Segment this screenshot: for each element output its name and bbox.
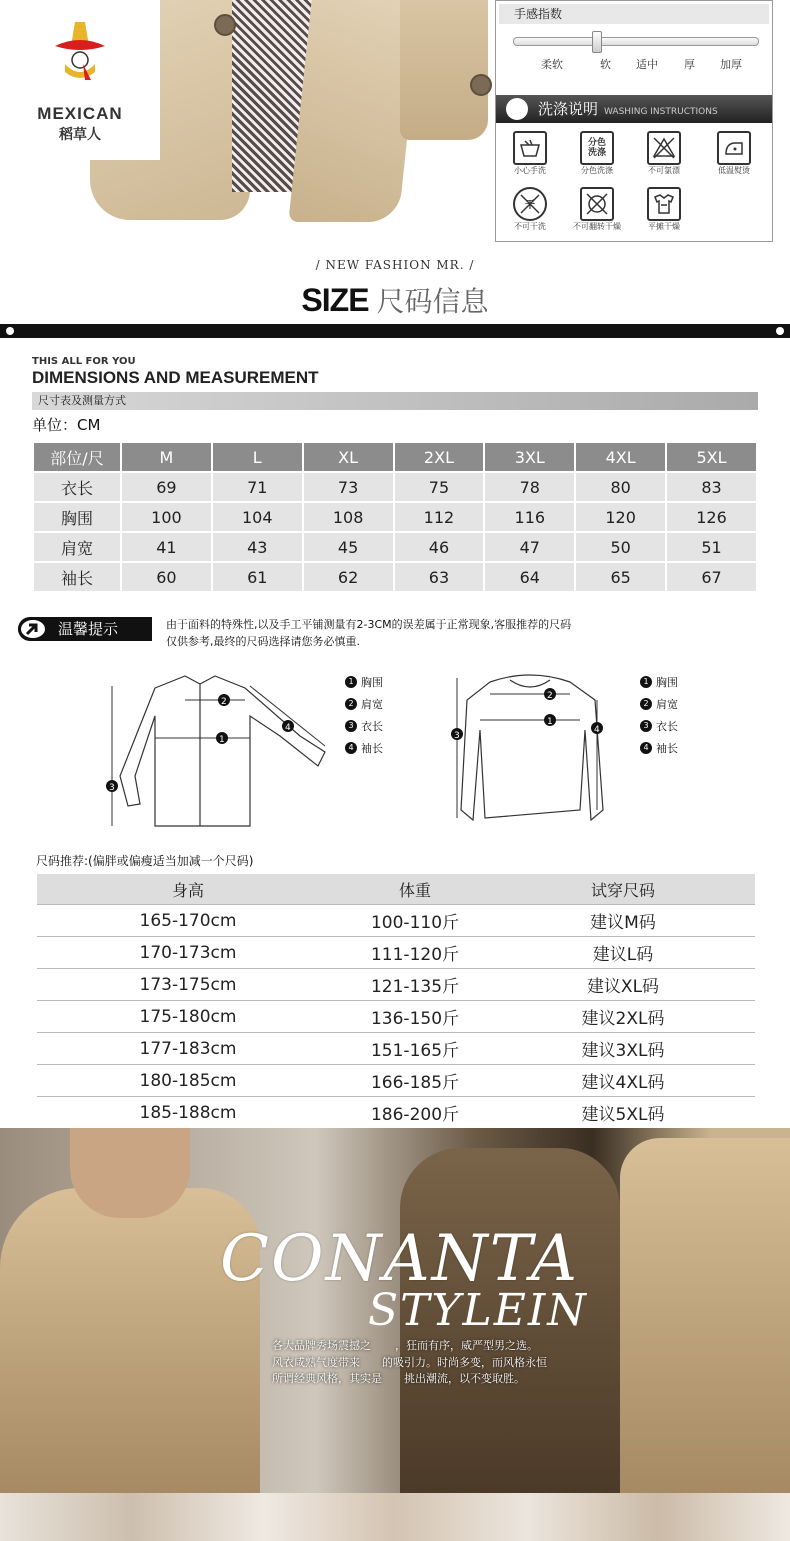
legend-num: 4 xyxy=(640,742,652,754)
low-iron-icon xyxy=(717,131,751,165)
table-cell: 50 xyxy=(576,533,665,561)
no-tumble-dry-icon xyxy=(580,187,614,221)
legend-item xyxy=(640,737,678,759)
table-cell: 120 xyxy=(576,503,665,531)
table-cell: 43 xyxy=(213,533,302,561)
header-cell: 5XL xyxy=(667,443,756,471)
table-cell: 45 xyxy=(304,533,393,561)
legend-num: 1 xyxy=(345,676,357,688)
table-cell: 100 xyxy=(122,503,211,531)
shirt-legend xyxy=(345,671,383,759)
brand-sub: 稻草人 xyxy=(59,127,101,143)
weight-cell: 111-120斤 xyxy=(339,937,491,969)
table-row xyxy=(37,1065,755,1097)
svg-text:3: 3 xyxy=(454,731,460,741)
feel-label: 加厚 xyxy=(720,58,742,71)
svg-text:2: 2 xyxy=(547,691,553,701)
wash-logo-icon xyxy=(506,98,528,120)
sweater-diagram xyxy=(445,670,615,830)
row-label: 胸围 xyxy=(34,503,120,531)
promo-line xyxy=(272,1354,602,1370)
feel-label: 适中 xyxy=(636,58,658,71)
size-cell: 建议2XL码 xyxy=(491,1001,755,1033)
legend-label: 袖长 xyxy=(656,742,678,755)
promo-line xyxy=(272,1337,602,1353)
svg-text:1: 1 xyxy=(219,735,225,745)
size-cell: 建议5XL码 xyxy=(491,1097,755,1129)
wash-title: 洗涤说明 xyxy=(538,100,599,118)
promo-text: 挑出潮流，以不变取胜。 xyxy=(404,1372,525,1385)
legend-label: 肩宽 xyxy=(361,698,383,711)
table-cell: 67 xyxy=(667,563,756,591)
header-cell: 3XL xyxy=(485,443,574,471)
sleeve-button xyxy=(470,74,492,96)
height-cell: 180-185cm xyxy=(37,1065,339,1097)
weight-cell: 121-135斤 xyxy=(339,969,491,1001)
legend-label: 胸围 xyxy=(361,676,383,689)
legend-label: 袖长 xyxy=(361,742,383,755)
table-cell: 71 xyxy=(213,473,302,501)
table-cell: 41 xyxy=(122,533,211,561)
promo-text: 的吸引力。时尚多变，而风格永恒 xyxy=(382,1356,547,1369)
feel-slider xyxy=(513,37,759,46)
legend-item xyxy=(345,671,383,693)
legend-label: 衣长 xyxy=(656,720,678,733)
table-cell: 69 xyxy=(122,473,211,501)
legend-item xyxy=(640,693,678,715)
recommend-table xyxy=(37,874,755,1129)
divider-bar xyxy=(0,324,790,338)
no-dry-clean-icon xyxy=(513,187,547,221)
sombrero-icon xyxy=(55,20,105,80)
row-label: 肩宽 xyxy=(34,533,120,561)
wash-item xyxy=(567,187,627,232)
table-cell: 63 xyxy=(395,563,484,591)
legend-label: 衣长 xyxy=(361,720,383,733)
table-row xyxy=(34,503,756,531)
legend-num: 1 xyxy=(640,676,652,688)
legend-num: 2 xyxy=(345,698,357,710)
arrow-icon xyxy=(18,617,48,641)
svg-text:2: 2 xyxy=(221,697,227,707)
separate-wash-icon xyxy=(580,131,614,165)
feel-wash-panel xyxy=(495,0,773,242)
table-cell: 47 xyxy=(485,533,574,561)
wash-label: 分色洗涤 xyxy=(581,166,613,175)
feel-label: 柔软 xyxy=(541,58,563,71)
unit-label: 单位：CM xyxy=(32,416,101,434)
size-table-header xyxy=(34,443,756,471)
hand-wash-icon xyxy=(513,131,547,165)
brand-name: MEXICAN xyxy=(37,104,123,123)
shirt-diagram xyxy=(100,666,340,834)
table-cell: 78 xyxy=(485,473,574,501)
promo-title: CONANTA xyxy=(220,1222,580,1296)
bar-dot xyxy=(6,327,14,335)
weight-cell: 166-185斤 xyxy=(339,1065,491,1097)
header-cell: 身高 xyxy=(37,874,339,905)
dimensions-bar: 尺寸表及测量方式 xyxy=(32,392,758,410)
fashion-subtitle: / NEW FASHION MR. / xyxy=(315,258,475,272)
size-cell: 建议XL码 xyxy=(491,969,755,1001)
separate-wash-symbol: 分色 洗涤 xyxy=(587,138,606,158)
promo-text: 风衣咸熟气度带来 xyxy=(272,1356,360,1369)
wash-item xyxy=(704,131,764,176)
model-face-left xyxy=(70,1128,190,1218)
table-row xyxy=(37,937,755,969)
header-cell: 体重 xyxy=(339,874,491,905)
row-label: 衣长 xyxy=(34,473,120,501)
header-cell: M xyxy=(122,443,211,471)
table-row xyxy=(37,969,755,1001)
tip-text xyxy=(166,616,766,650)
recommend-title: 尺码推荐:(偏胖或偏瘦适当加减一个尺码) xyxy=(36,854,254,868)
flat-dry-icon xyxy=(647,187,681,221)
weight-cell: 151-165斤 xyxy=(339,1033,491,1065)
header-cell: 2XL xyxy=(395,443,484,471)
height-cell: 173-175cm xyxy=(37,969,339,1001)
table-row xyxy=(34,563,756,591)
table-cell: 51 xyxy=(667,533,756,561)
table-cell: 112 xyxy=(395,503,484,531)
sweater-legend xyxy=(640,671,678,759)
wash-label: 不可翻转干燥 xyxy=(573,222,621,231)
promo-text: ，狂而有序，威严型男之选。 xyxy=(395,1339,538,1352)
table-row xyxy=(37,905,755,937)
legend-num: 2 xyxy=(640,698,652,710)
dimensions-title: DIMENSIONS AND MEASUREMENT xyxy=(32,368,319,387)
feel-label: 软 xyxy=(600,58,611,71)
table-row xyxy=(37,1033,755,1065)
wash-title-en: WASHING INSTRUCTIONS xyxy=(604,107,718,117)
legend-num: 3 xyxy=(640,720,652,732)
weight-cell: 186-200斤 xyxy=(339,1097,491,1129)
table-cell: 46 xyxy=(395,533,484,561)
table-cell: 61 xyxy=(213,563,302,591)
table-row xyxy=(37,1001,755,1033)
promo-line xyxy=(272,1370,602,1386)
thumbnail-strip xyxy=(0,1493,790,1541)
promo-text: 所谓经典风格，其实是 xyxy=(272,1372,382,1385)
bar-dot xyxy=(776,327,784,335)
dimensions-kicker: THIS ALL FOR YOU xyxy=(32,356,136,367)
height-cell: 177-183cm xyxy=(37,1033,339,1065)
table-cell: 104 xyxy=(213,503,302,531)
table-cell: 126 xyxy=(667,503,756,531)
header-cell: 4XL xyxy=(576,443,665,471)
table-row xyxy=(37,1097,755,1129)
wash-label: 不可氯漂 xyxy=(648,166,680,175)
size-heading xyxy=(0,280,790,320)
wash-item xyxy=(500,187,560,232)
svg-text:4: 4 xyxy=(285,723,291,733)
size-heading-en: SIZE xyxy=(301,282,369,318)
size-heading-cn: 尺码信息 xyxy=(376,285,489,318)
model-coat-right xyxy=(620,1138,790,1493)
feel-title: 手感指数 xyxy=(499,4,769,24)
table-cell: 65 xyxy=(576,563,665,591)
legend-item xyxy=(345,715,383,737)
legend-item xyxy=(345,737,383,759)
height-cell: 175-180cm xyxy=(37,1001,339,1033)
tip-line: 由于面料的特殊性,以及手工平铺测量有2-3CM的误差属于正常现象,客服推荐的尺码 xyxy=(166,618,572,631)
wash-item xyxy=(634,131,694,176)
wash-item xyxy=(567,131,627,176)
size-table xyxy=(32,441,758,593)
table-cell: 75 xyxy=(395,473,484,501)
promo-text: 各大品牌秀场震撼之 xyxy=(272,1339,371,1352)
legend-label: 胸围 xyxy=(656,676,678,689)
height-cell: 165-170cm xyxy=(37,905,339,937)
height-cell: 170-173cm xyxy=(37,937,339,969)
coat-button xyxy=(214,14,236,36)
legend-num: 4 xyxy=(345,742,357,754)
size-cell: 建议M码 xyxy=(491,905,755,937)
table-cell: 62 xyxy=(304,563,393,591)
header-cell: 部位/尺 xyxy=(34,443,120,471)
svg-text:1: 1 xyxy=(547,717,553,727)
wash-label: 不可干洗 xyxy=(514,222,546,231)
feel-label: 厚 xyxy=(684,58,695,71)
wash-item xyxy=(500,131,560,176)
wash-item xyxy=(634,187,694,232)
coat-sleeve xyxy=(400,0,488,140)
wash-header xyxy=(496,95,772,123)
tip-badge xyxy=(18,617,152,641)
svg-text:干: 干 xyxy=(525,200,535,211)
table-cell: 73 xyxy=(304,473,393,501)
row-label: 袖长 xyxy=(34,563,120,591)
table-cell: 64 xyxy=(485,563,574,591)
table-row xyxy=(34,533,756,561)
size-cell: 建议3XL码 xyxy=(491,1033,755,1065)
weight-cell: 136-150斤 xyxy=(339,1001,491,1033)
header-cell: XL xyxy=(304,443,393,471)
table-cell: 60 xyxy=(122,563,211,591)
legend-num: 3 xyxy=(345,720,357,732)
legend-item xyxy=(640,715,678,737)
legend-label: 肩宽 xyxy=(656,698,678,711)
svg-text:4: 4 xyxy=(594,725,600,735)
wash-label: 低温熨烫 xyxy=(718,166,750,175)
table-row xyxy=(34,473,756,501)
size-cell: 建议4XL码 xyxy=(491,1065,755,1097)
tip-badge-label: 温馨提示 xyxy=(58,620,119,638)
no-bleach-icon xyxy=(647,131,681,165)
table-cell: 108 xyxy=(304,503,393,531)
height-cell: 185-188cm xyxy=(37,1097,339,1129)
header-cell: 试穿尺码 xyxy=(491,874,755,905)
tip-line: 仅供参考,最终的尺码选择请您务必慎重. xyxy=(166,635,360,648)
wash-label: 小心手洗 xyxy=(514,166,546,175)
promo-subtitle: STYLEIN xyxy=(368,1285,588,1336)
header-cell: L xyxy=(213,443,302,471)
recommend-header xyxy=(37,874,755,905)
size-cell: 建议L码 xyxy=(491,937,755,969)
table-cell: 116 xyxy=(485,503,574,531)
weight-cell: 100-110斤 xyxy=(339,905,491,937)
wash-label: 平摊干燥 xyxy=(648,222,680,231)
table-cell: 80 xyxy=(576,473,665,501)
table-cell: 83 xyxy=(667,473,756,501)
legend-item xyxy=(640,671,678,693)
svg-text:3: 3 xyxy=(109,783,115,793)
feel-slider-knob xyxy=(592,31,602,53)
legend-item xyxy=(345,693,383,715)
brand-logo xyxy=(0,0,160,160)
